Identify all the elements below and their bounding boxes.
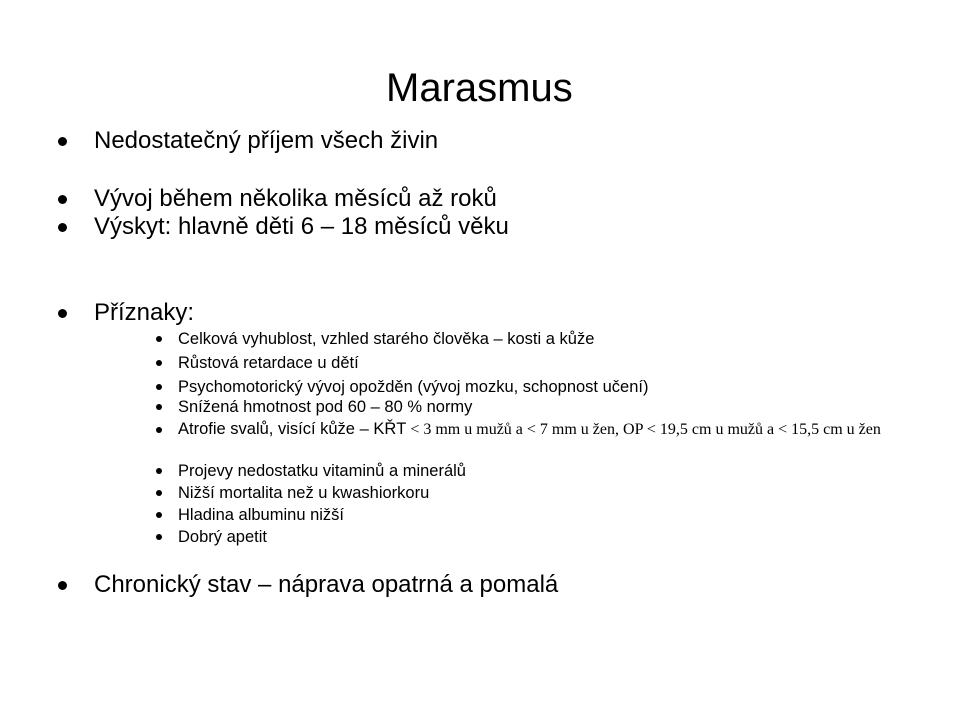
bullet-item	[94, 212, 509, 242]
bullet-item	[94, 126, 438, 156]
bullet-dot-icon	[58, 137, 67, 146]
bullet-text: Výskyt: hlavně děti 6 – 18 měsíců věku	[94, 213, 509, 240]
symptom-item	[178, 353, 359, 373]
symptom-item	[178, 377, 648, 397]
bullet-dot-icon	[156, 360, 162, 366]
bullet-dot-icon	[156, 384, 162, 390]
symptom-text: Psychomotorický vývoj opožděn (vývoj mozku, schopnost učení)	[178, 378, 649, 396]
bullet-dot-icon	[58, 223, 67, 232]
symptom-item	[178, 505, 344, 525]
bullet-text: Chronický stav – náprava opatrná a pomalá	[94, 571, 559, 598]
symptom-item	[178, 329, 594, 349]
bullet-item	[94, 184, 497, 214]
bullet-dot-icon	[156, 404, 162, 410]
symptom-text-measurements: < 3 mm u mužů a < 7 mm u žen, OP < 19,5 cm u mužů a < 15,5 cm u žen	[406, 421, 881, 438]
bullet-text: Příznaky:	[94, 299, 195, 326]
symptom-text: Atrofie svalů, visící kůže – KŘT	[178, 420, 407, 438]
bullet-dot-icon	[156, 512, 162, 518]
bullet-item	[94, 570, 558, 600]
bullet-dot-icon	[156, 490, 162, 496]
symptom-item	[178, 461, 466, 481]
bullet-dot-icon	[156, 468, 162, 474]
symptom-text: Hladina albuminu nižší	[178, 506, 345, 524]
bullet-dot-icon	[58, 195, 67, 204]
symptom-text: Snížená hmotnost pod 60 – 80 % normy	[178, 398, 473, 416]
symptom-item	[178, 397, 472, 417]
bullet-dot-icon	[156, 427, 162, 433]
symptom-text: Nižší mortalita než u kwashiorkoru	[178, 484, 430, 502]
bullet-text: Nedostatečný příjem všech živin	[94, 127, 439, 154]
bullet-dot-icon	[156, 336, 162, 342]
symptom-item	[178, 420, 883, 439]
symptom-item	[178, 483, 429, 503]
bullet-item	[94, 298, 194, 328]
slide-title: Marasmus	[386, 66, 573, 110]
bullet-dot-icon	[58, 581, 67, 590]
bullet-text: Vývoj během několika měsíců až roků	[94, 185, 497, 212]
bullet-dot-icon	[156, 534, 162, 540]
symptom-text: Celková vyhublost, vzhled starého člověka – kosti a kůže	[178, 330, 595, 348]
symptom-item	[178, 527, 267, 547]
bullet-dot-icon	[58, 309, 67, 318]
symptom-text: Růstová retardace u dětí	[178, 354, 359, 372]
symptom-text: Projevy nedostatku vitaminů a minerálů	[178, 462, 466, 480]
symptom-text: Dobrý apetit	[178, 528, 267, 546]
